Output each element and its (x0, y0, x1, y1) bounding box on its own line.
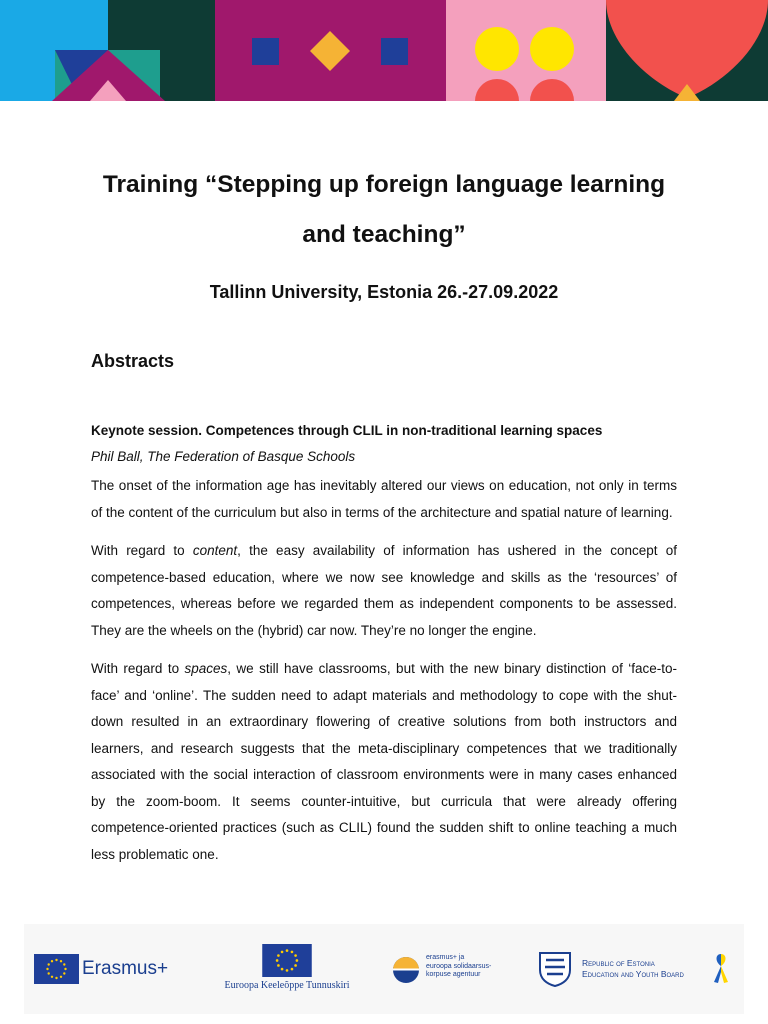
footer-logos (24, 924, 744, 1014)
erasmus-plus-name: Erasmus+ (82, 958, 169, 979)
paragraph-2-lead: With regard to (91, 543, 193, 558)
paragraph-2-emphasis: content (192, 543, 238, 558)
paragraph-1: The onset of the information age has inevitably altered our views on education, not only in terms of the content of the curriculum but also in terms of the architecture and spatial nature of learning. (91, 478, 677, 520)
paragraph-2-rest: , the easy availability of information has ushered in the concept of competence-based education, where we now see knowledge and skills as the ‘resources’ of competences, whereas before we regarded them as independent components to be assessed. They are the wheels on the (hybrid) car now. They’re no longer the engine. (91, 543, 677, 638)
document-subtitle: Tallinn University, Estonia 26.-27.09.2022 (209, 282, 559, 302)
author-line: Phil Ball, The Federation of Basque Schools (91, 449, 356, 464)
eyb-line-1: Republic of Estonia (582, 958, 655, 968)
eyb-line-2: Education and Youth Board (582, 969, 684, 979)
solidarity-agency-name (426, 954, 516, 980)
education-youth-board-name (582, 958, 684, 980)
estonian-coat-of-arms-icon (536, 950, 574, 988)
eku-name: Euroopa Keeleõppe Tunnuskiri (224, 980, 350, 991)
eu-flag-icon (262, 944, 312, 977)
solidarity-line-1: erasmus+ ja (426, 954, 465, 961)
solidarity-circle-icon (392, 956, 420, 984)
session-title: Keynote session. Competences through CLIL in non-traditional learning spaces (91, 423, 603, 438)
paragraph-2 (91, 538, 677, 644)
paragraph-3-rest: , we still have classrooms, but with the new binary distinction of ‘face-to-face’ and ‘online’. The sudden need to adapt materials and methodology to cope with the shut-down resulted in an extraordinary flowering of creative solutions from both instructors and learners, and research suggests that the meta-disciplinary competences that we traditionally associated with the social interaction of classroom environments were in many cases enhanced by the zoom-boom. It seems counter-intuitive, but curricula that were already offering competence-oriented practices (such as CLIL) found the sudden shift to online teaching a much less problematic one. (91, 661, 677, 862)
section-heading: Abstracts (91, 351, 175, 371)
document-title-line-1: Training “Stepping up foreign language learning (102, 171, 666, 198)
eu-flag-icon (34, 954, 79, 984)
paragraph-3-lead: With regard to (91, 661, 185, 676)
eku-logo (220, 944, 354, 991)
paragraph-3 (91, 656, 677, 868)
abstract-body (91, 421, 677, 880)
solidarity-line-2: euroopa solidaarsus- (426, 962, 492, 970)
decorative-banner (0, 0, 768, 101)
document-title-line-2: and teaching” (302, 221, 466, 248)
paragraph-3-emphasis: spaces (184, 661, 228, 676)
solidarity-line-3: korpuse agentuur (426, 971, 481, 978)
ukraine-ribbon-icon (710, 952, 732, 984)
